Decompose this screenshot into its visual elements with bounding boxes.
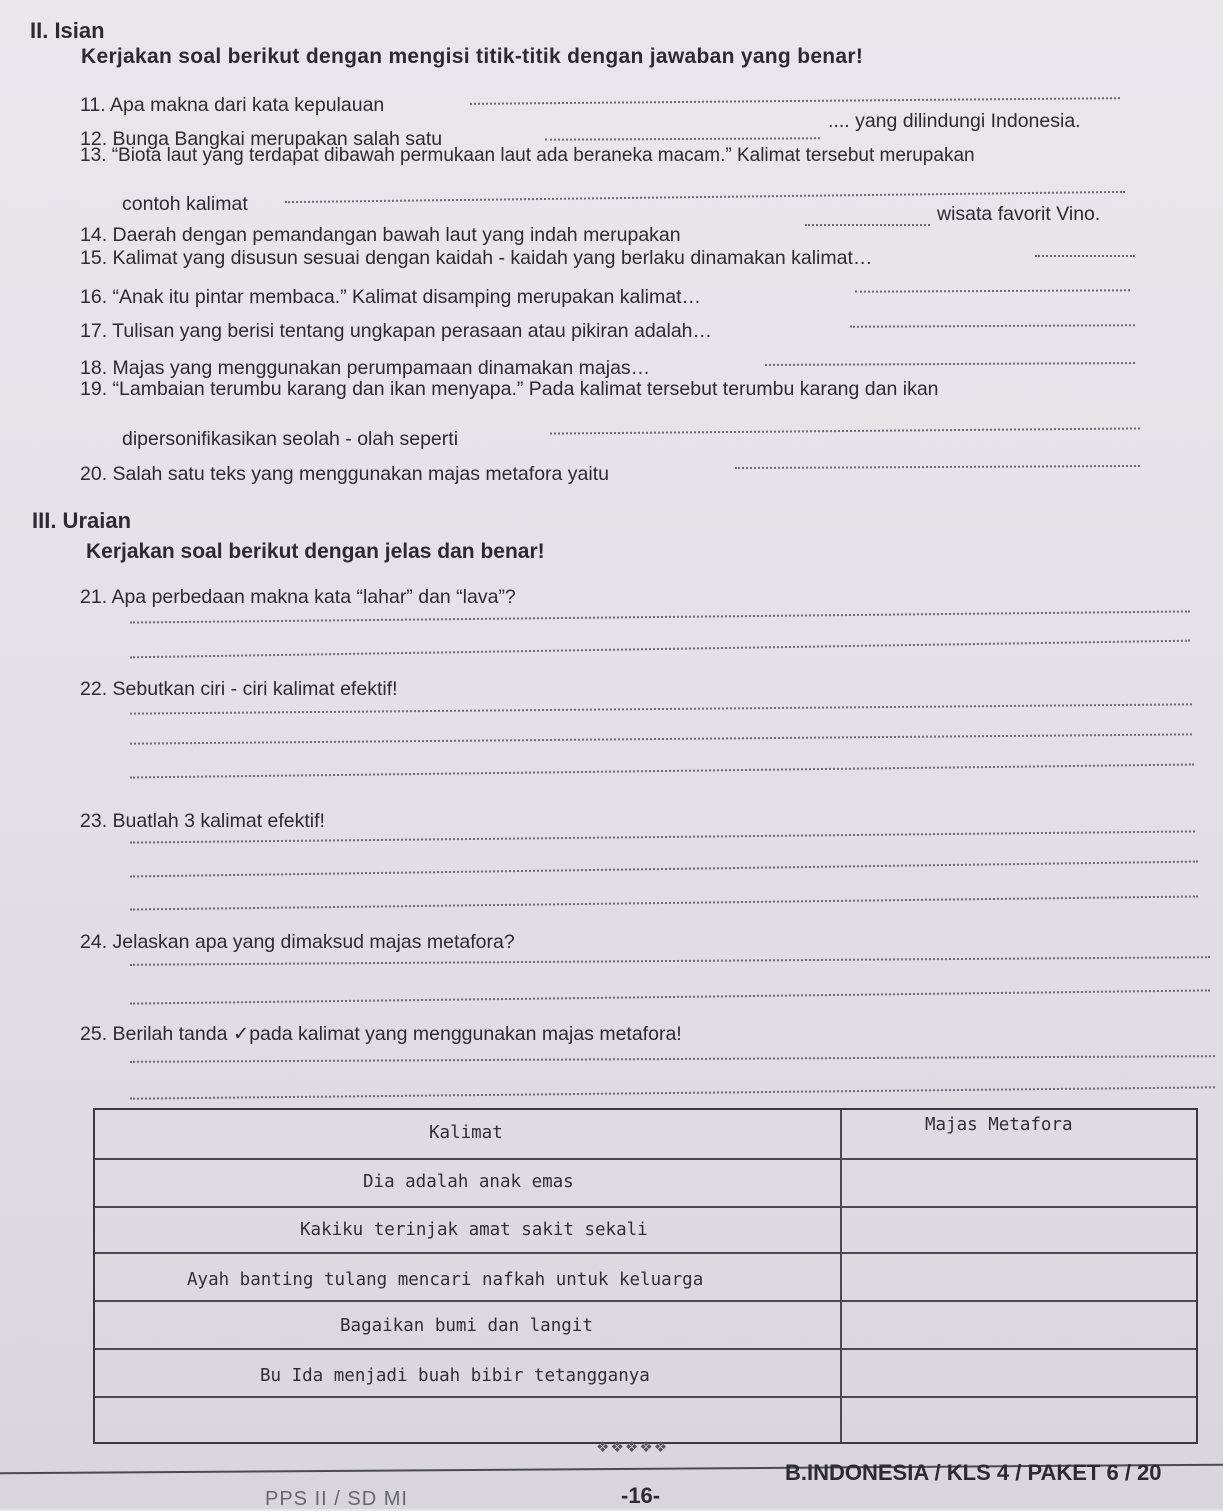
table-header-majas-metafora: Majas Metafora <box>925 1115 1073 1135</box>
answer-line-24b <box>130 989 1210 1004</box>
answer-line-14 <box>805 224 930 226</box>
section-instruction-isian: Kerjakan soal berikut dengan mengisi titik-titik dengan jawaban yang benar! <box>81 45 864 68</box>
answer-line-15 <box>1035 255 1135 257</box>
question-13-line1: 13. “Biota laut yang terdapat dibawah permukaan laut ada beraneka macam.” Kalimat tersebut merupakan <box>80 145 975 166</box>
table-cell-answer-5[interactable] <box>842 1350 1196 1394</box>
table-cell-answer-2[interactable] <box>842 1208 1196 1250</box>
answer-line-25b <box>130 1086 1215 1099</box>
answer-line-11 <box>470 97 1120 105</box>
section-title-isian: II. Isian <box>30 18 105 43</box>
question-22: 22. Sebutkan ciri - ciri kalimat efektif! <box>80 678 398 700</box>
answer-line-22a <box>130 703 1192 714</box>
table-row-kalimat-4: Bagaikan bumi dan langit <box>340 1316 593 1336</box>
question-23: 23. Buatlah 3 kalimat efektif! <box>80 810 325 832</box>
answer-line-21b <box>130 640 1190 659</box>
answer-line-16 <box>855 289 1130 292</box>
table-cell-answer-4[interactable] <box>842 1302 1196 1346</box>
footer-ornament: ❖❖❖❖❖ <box>596 1438 669 1456</box>
question-16: 16. “Anak itu pintar membaca.” Kalimat disamping merupakan kalimat… <box>80 286 702 308</box>
table-row-kalimat-2: Kakiku terinjak amat sakit sekali <box>300 1220 648 1240</box>
question-12-tail: .... yang dilindungi Indonesia. <box>828 110 1081 132</box>
footer-left-text: PPS II / SD MI <box>265 1488 408 1510</box>
question-25: 25. Berilah tanda ✓pada kalimat yang menggunakan majas metafora! <box>80 1023 682 1045</box>
question-20: 20. Salah satu teks yang menggunakan majas metafora yaitu <box>80 463 609 485</box>
question-14: 14. Daerah dengan pemandangan bawah laut yang indah merupakan <box>80 224 681 246</box>
answer-line-22b <box>130 733 1192 744</box>
question-12: 12. Bunga Bangkai merupakan salah satu <box>80 128 443 150</box>
question-11: 11. Apa makna dari kata kepulauan <box>80 94 385 116</box>
table-header-kalimat: Kalimat <box>429 1123 503 1143</box>
answer-line-23b <box>130 861 1198 878</box>
footer-right-text: B.INDONESIA / KLS 4 / PAKET 6 / 20 <box>785 1460 1162 1485</box>
question-24: 24. Jelaskan apa yang dimaksud majas metafora? <box>80 931 515 953</box>
answer-line-12 <box>545 137 820 140</box>
question-19-line1: 19. “Lambaian terumbu karang dan ikan menyapa.” Pada kalimat tersebut terumbu karang dan ikan <box>80 378 939 400</box>
table-row-kalimat-1: Dia adalah anak emas <box>363 1172 574 1192</box>
question-21: 21. Apa perbedaan makna kata “lahar” dan “lava”? <box>80 586 516 608</box>
section-instruction-uraian: Kerjakan soal berikut dengan jelas dan benar! <box>86 540 545 563</box>
metafora-table <box>93 1108 1198 1444</box>
question-14-tail: wisata favorit Vino. <box>937 203 1101 225</box>
section-title-uraian: III. Uraian <box>32 508 132 533</box>
answer-line-19 <box>550 427 1140 434</box>
answer-line-22c <box>130 764 1194 779</box>
page-number: -16- <box>621 1483 661 1508</box>
answer-line-20 <box>735 465 1140 469</box>
question-13-line2: contoh kalimat <box>122 193 248 215</box>
answer-line-25a <box>130 1055 1215 1063</box>
question-17: 17. Tulisan yang berisi tentang ungkapan perasaan atau pikiran adalah… <box>80 320 713 342</box>
table-row-divider <box>95 1396 1196 1398</box>
answer-line-21a <box>130 610 1190 623</box>
answer-line-24a <box>130 956 1210 966</box>
table-row-kalimat-5: Bu Ida menjadi buah bibir tetangganya <box>260 1366 650 1386</box>
answer-line-23c <box>130 895 1198 910</box>
question-18: 18. Majas yang menggunakan perumpamaan dinamakan majas… <box>80 357 651 379</box>
table-cell-answer-1[interactable] <box>842 1160 1196 1204</box>
question-19-line2: dipersonifikasikan seolah - olah seperti <box>122 428 459 450</box>
answer-line-17 <box>850 324 1135 327</box>
answer-line-18 <box>765 362 1135 366</box>
table-row-kalimat-3: Ayah banting tulang mencari nafkah untuk keluarga <box>187 1270 704 1290</box>
table-cell-answer-3[interactable] <box>842 1254 1196 1298</box>
answer-line-13 <box>285 191 1125 203</box>
question-15: 15. Kalimat yang disusun sesuai dengan kaidah - kaidah yang berlaku dinamakan kalimat… <box>80 247 873 269</box>
